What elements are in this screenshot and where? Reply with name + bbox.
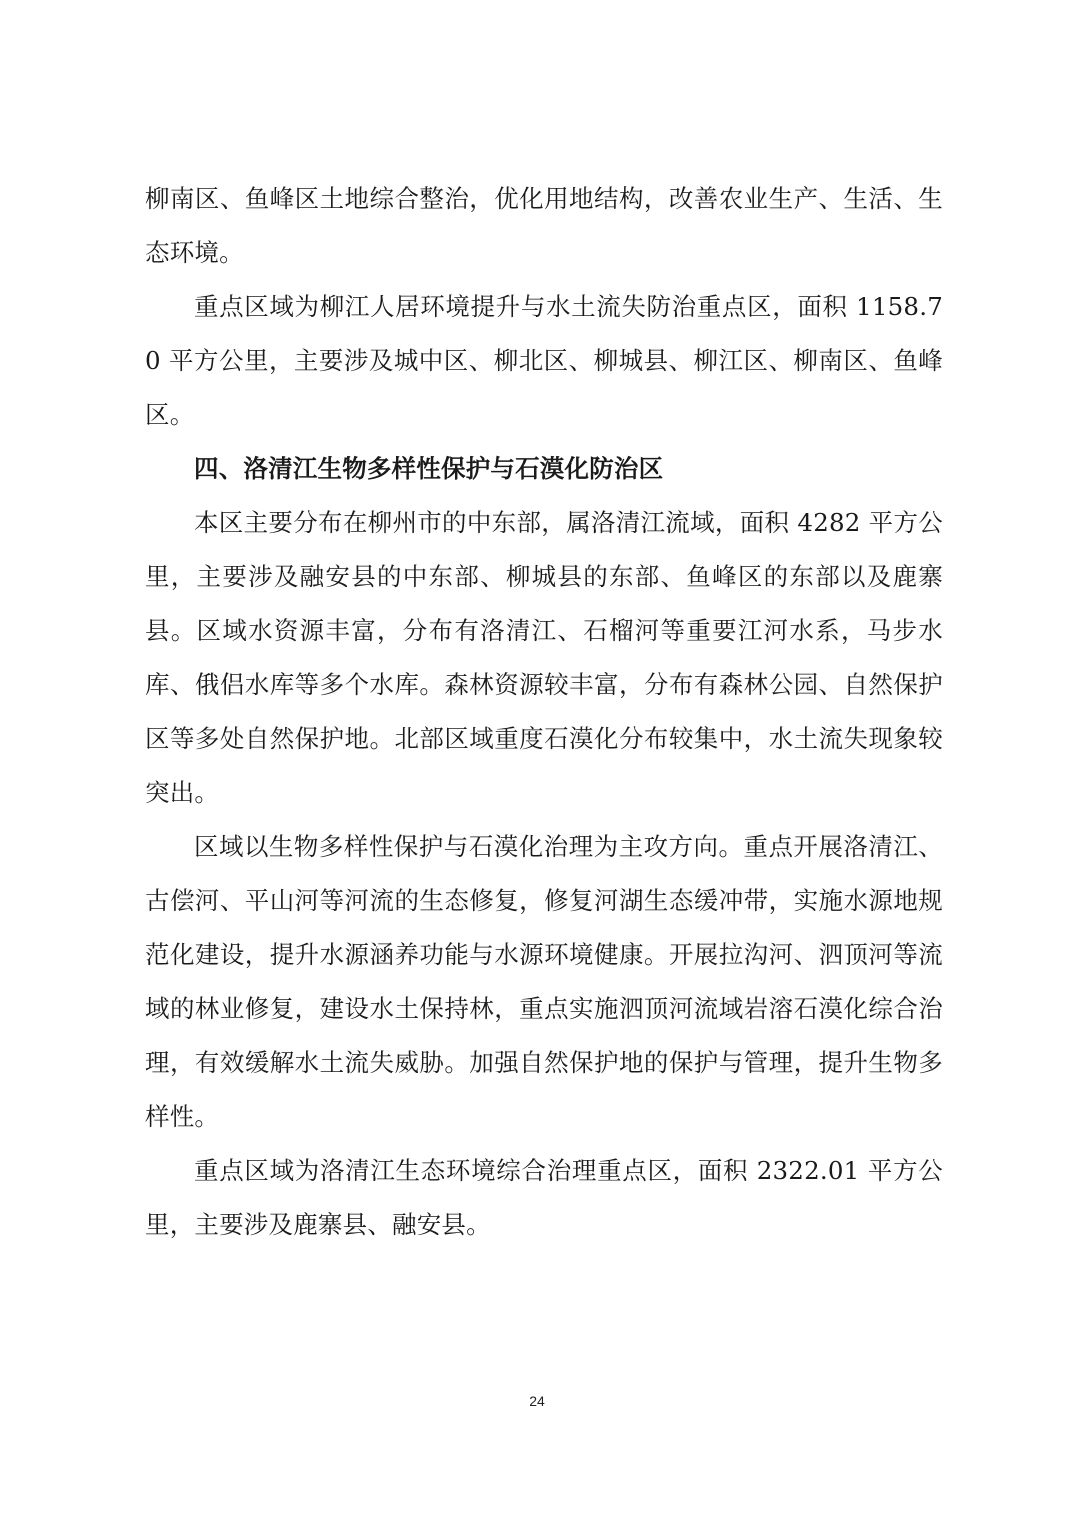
page-number: 24 <box>529 1393 545 1409</box>
paragraph-region-overview: 本区主要分布在柳州市的中东部，属洛清江流域，面积 4282 平方公里，主要涉及融安县的中东部、柳城县的东部、鱼峰区的东部以及鹿寨县。区域水资源丰富，分布有洛清江、石榴河等重要江河水系，马步水库、俄侣水库等多个水库。森林资源较丰富，分布有森林公园、自然保护区等多处自然保护地。北部区域重度石漠化分布较集中，水土流失现象较突出。 <box>145 508 943 807</box>
document-body <box>145 172 943 1252</box>
paragraph-key-area-liujiang: 重点区域为柳江人居环境提升与水土流失防治重点区，面积 1158.70 平方公里，主要涉及城中区、柳北区、柳城县、柳江区、柳南区、鱼峰区。 <box>145 292 943 429</box>
paragraph-key-area-luoqingjiang: 重点区域为洛清江生态环境综合治理重点区，面积 2322.01 平方公里，主要涉及鹿寨县、融安县。 <box>145 1156 943 1239</box>
paragraph-continuation: 柳南区、鱼峰区土地综合整治，优化用地结构，改善农业生产、生活、生态环境。 <box>145 184 943 267</box>
paragraph-region-measures: 区域以生物多样性保护与石漠化治理为主攻方向。重点开展洛清江、古偿河、平山河等河流的生态修复，修复河湖生态缓冲带，实施水源地规范化建设，提升水源涵养功能与水源环境健康。开展拉沟河、泗顶河等流域的林业修复，建设水土保持林，重点实施泗顶河流域岩溶石漠化综合治理，有效缓解水土流失威胁。加强自然保护地的保护与管理，提升生物多样性。 <box>145 832 943 1131</box>
section-heading: 四、洛清江生物多样性保护与石漠化防治区 <box>194 454 664 483</box>
